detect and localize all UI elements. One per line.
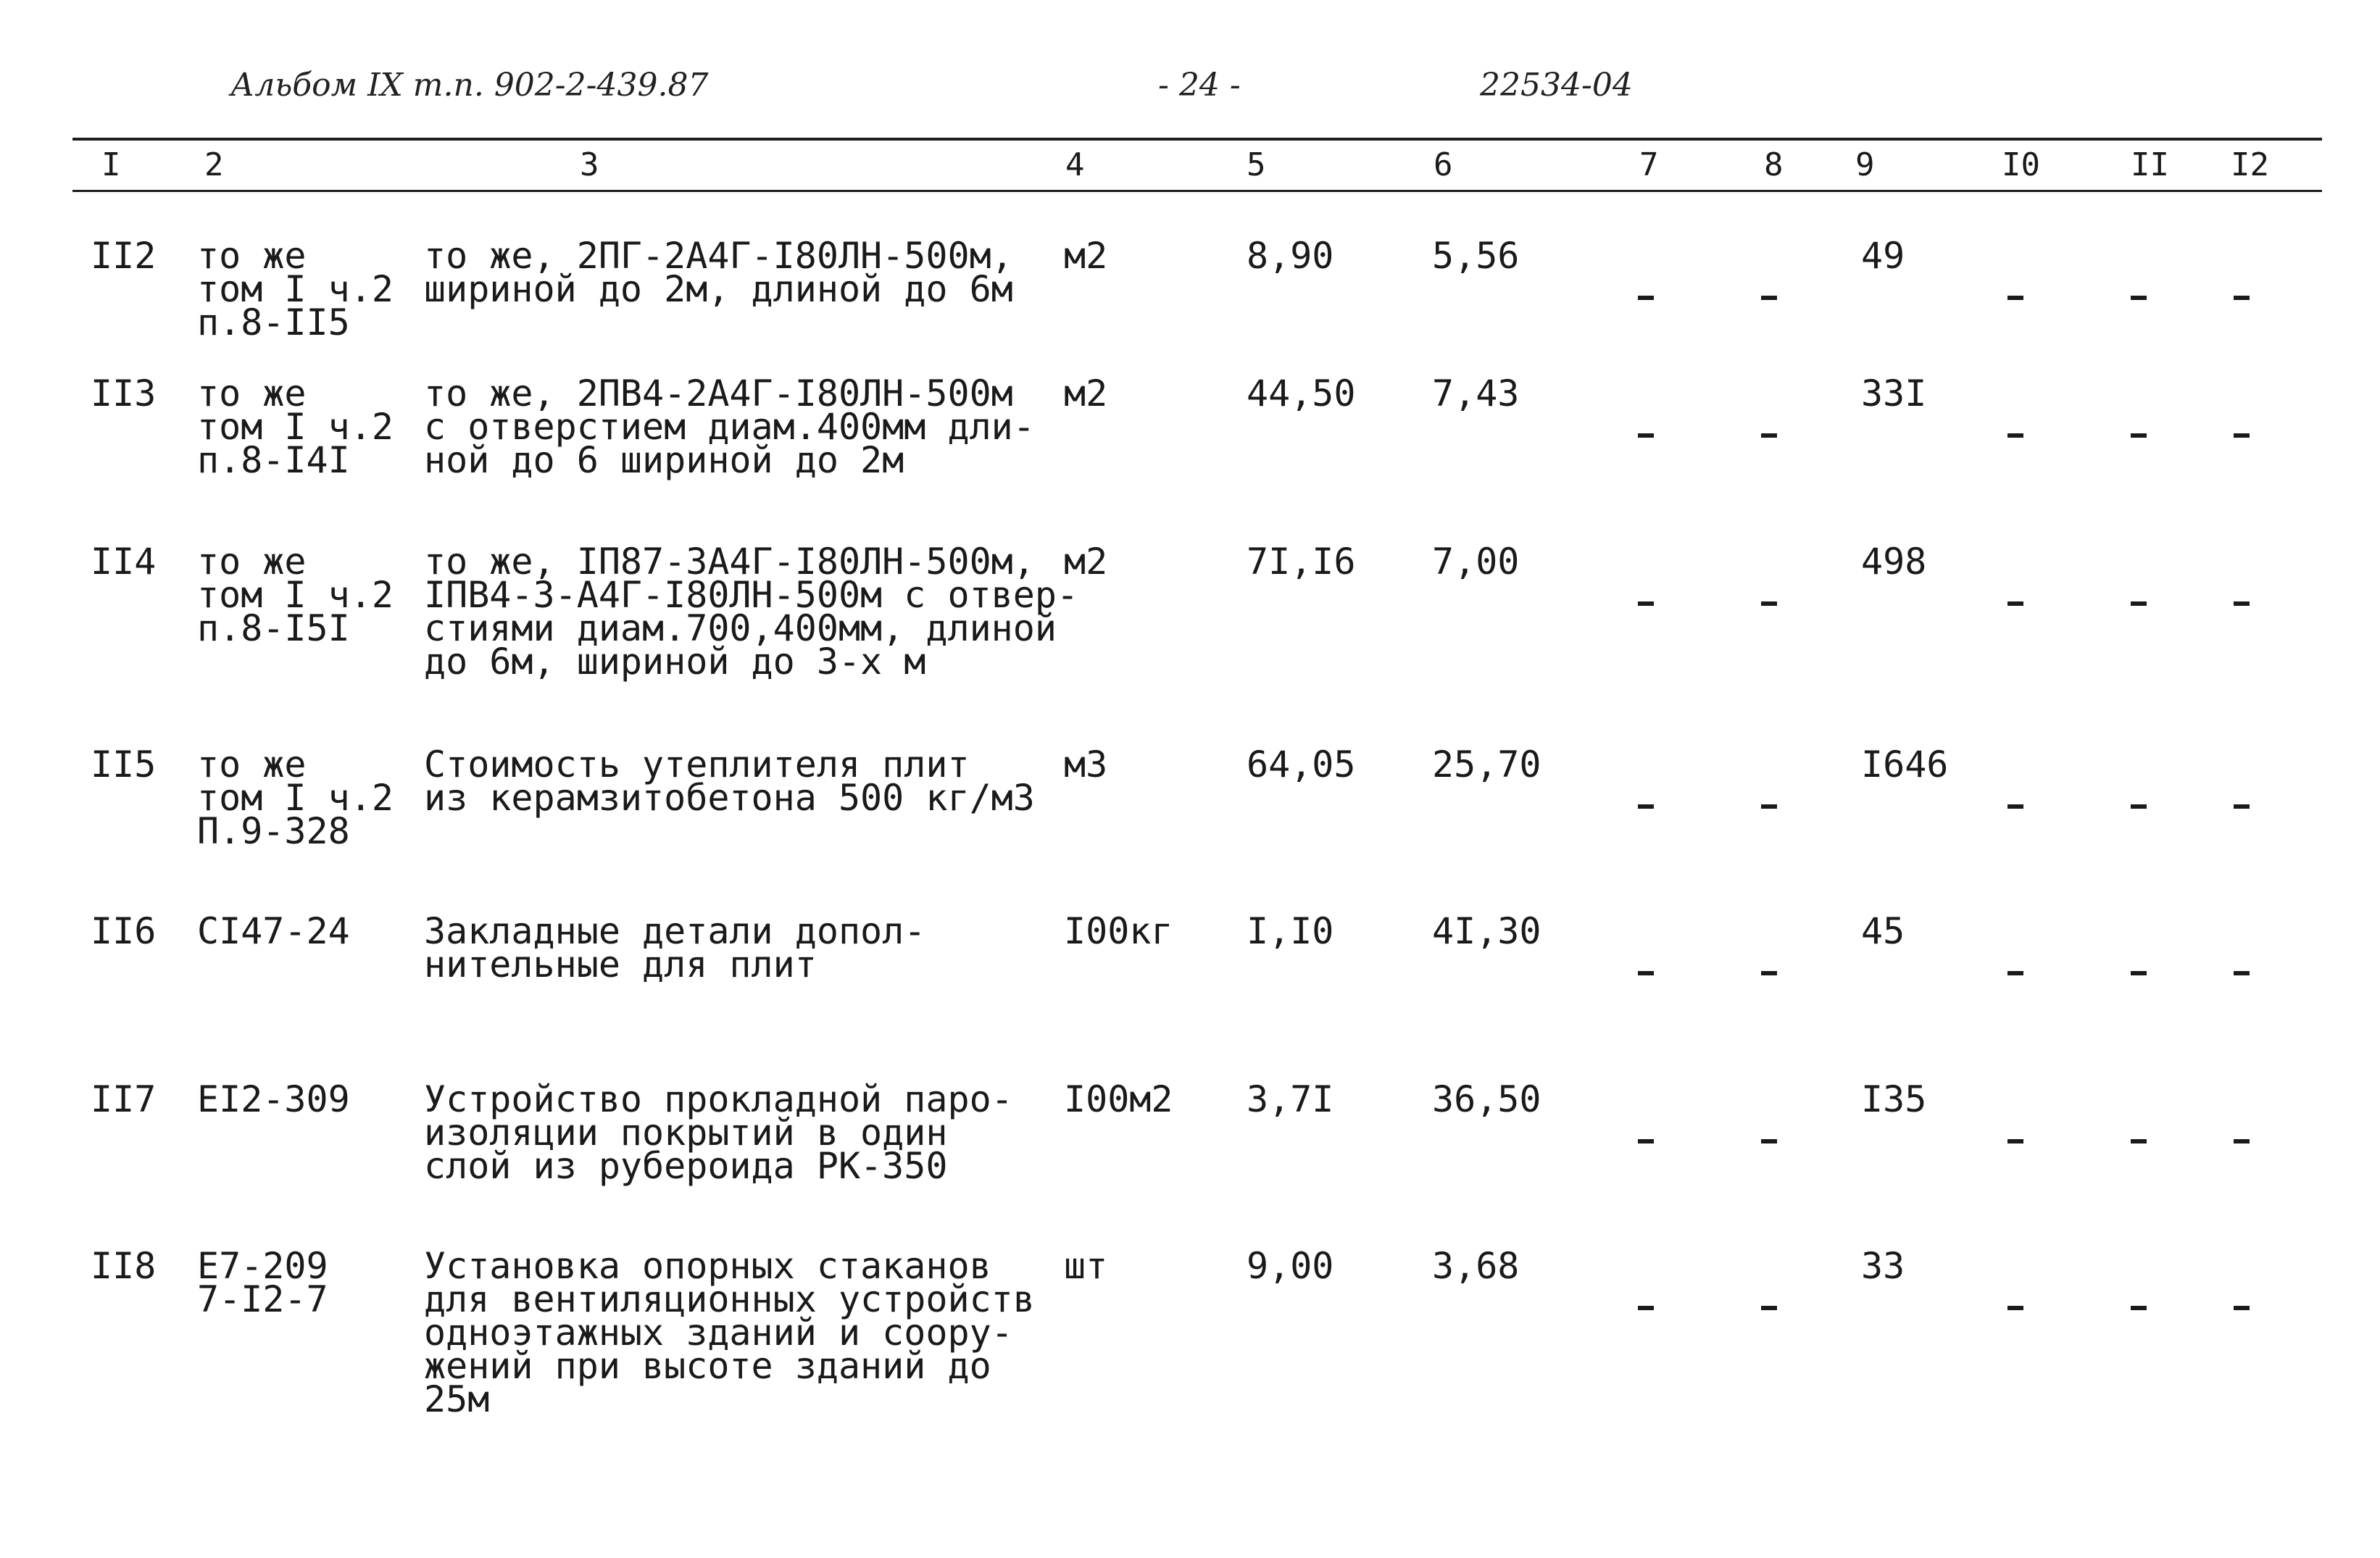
cell-total: 49 bbox=[1861, 235, 1905, 277]
cell-price: 36,50 bbox=[1432, 1078, 1541, 1120]
cell-qty: 8,90 bbox=[1247, 235, 1334, 277]
column-header-11: II bbox=[2131, 146, 2169, 183]
cell-c11-dash bbox=[2131, 1139, 2147, 1143]
cell-total: I646 bbox=[1861, 743, 1949, 786]
cell-code: то же том I ч.2 П.9-328 bbox=[197, 743, 394, 852]
cell-c10-dash bbox=[2007, 804, 2023, 809]
cell-c8-dash bbox=[1761, 1139, 1777, 1143]
cell-qty: 44,50 bbox=[1247, 372, 1356, 415]
cell-c7-dash bbox=[1638, 296, 1654, 300]
cell-c10-dash bbox=[2007, 601, 2023, 606]
cell-c12-dash bbox=[2234, 1306, 2250, 1310]
cell-c7-dash bbox=[1638, 804, 1654, 809]
cell-c7-dash bbox=[1638, 1306, 1654, 1310]
cell-unit: I00м2 bbox=[1064, 1078, 1173, 1120]
cell-c11-dash bbox=[2131, 296, 2147, 300]
cell-c7-dash bbox=[1638, 971, 1654, 975]
top-rule bbox=[72, 138, 2322, 141]
cell-desc: Установка опорных стаканов для вентиляционных устройств одноэтажных зданий и соору- жений при высоте зданий до 25м bbox=[424, 1245, 1035, 1420]
column-header-5: 5 bbox=[1247, 146, 1266, 183]
document-number: 22534-04 bbox=[1480, 67, 1633, 104]
cell-desc: Закладные детали допол- нительные для плит bbox=[424, 910, 926, 986]
column-header-4: 4 bbox=[1065, 146, 1085, 183]
cell-qty: I,I0 bbox=[1247, 910, 1334, 952]
cell-c8-dash bbox=[1761, 1306, 1777, 1310]
cell-c12-dash bbox=[2234, 433, 2250, 438]
cell-unit: м3 bbox=[1064, 743, 1108, 786]
cell-total: 45 bbox=[1861, 910, 1905, 952]
cell-c11-dash bbox=[2131, 804, 2147, 809]
cell-desc: то же, IП87-3А4Г-I80ЛН-500м, IПВ4-3-А4Г-I80ЛН-500м с отвер- стиями диам.700,400мм, длиной до 6м, шириной до 3-х м bbox=[424, 541, 1079, 683]
cell-price: 4I,30 bbox=[1432, 910, 1541, 952]
cell-c10-dash bbox=[2007, 971, 2023, 975]
cell-c10-dash bbox=[2007, 1306, 2023, 1310]
cell-num: II7 bbox=[91, 1078, 157, 1120]
header-rule bbox=[72, 190, 2322, 192]
cell-c7-dash bbox=[1638, 601, 1654, 606]
cell-num: II8 bbox=[91, 1245, 157, 1287]
column-header-10: I0 bbox=[2002, 146, 2040, 183]
cell-unit: м2 bbox=[1064, 372, 1108, 415]
cell-c8-dash bbox=[1761, 296, 1777, 300]
cell-price: 7,43 bbox=[1432, 372, 1520, 415]
cell-num: II6 bbox=[91, 910, 157, 952]
cell-c7-dash bbox=[1638, 433, 1654, 438]
cell-qty: 9,00 bbox=[1247, 1245, 1334, 1287]
cell-price: 5,56 bbox=[1432, 235, 1520, 277]
cell-num: II5 bbox=[91, 743, 157, 786]
cell-c10-dash bbox=[2007, 296, 2023, 300]
cell-c11-dash bbox=[2131, 601, 2147, 606]
cell-num: II3 bbox=[91, 372, 157, 415]
column-header-3: 3 bbox=[580, 146, 599, 183]
cell-price: 7,00 bbox=[1432, 541, 1520, 583]
page-number: - 24 - bbox=[1158, 67, 1241, 104]
cell-c12-dash bbox=[2234, 296, 2250, 300]
cell-code: то же том I ч.2 п.8-I5I bbox=[197, 541, 394, 649]
cell-desc: то же, 2ПВ4-2А4Г-I80ЛН-500м с отверстием диам.400мм дли- ной до 6 шириной до 2м bbox=[424, 372, 1035, 481]
cell-unit: м2 bbox=[1064, 541, 1108, 583]
cell-c11-dash bbox=[2131, 971, 2147, 975]
cell-c12-dash bbox=[2234, 971, 2250, 975]
column-header-8: 8 bbox=[1764, 146, 1784, 183]
cell-code: то же том I ч.2 п.8-I4I bbox=[197, 372, 394, 481]
cell-unit: I00кг bbox=[1064, 910, 1173, 952]
cell-unit: шт bbox=[1064, 1245, 1108, 1287]
column-header-2: 2 bbox=[204, 146, 224, 183]
cell-desc: Устройство прокладной паро- изоляции покрытий в один слой из рубероида РК-350 bbox=[424, 1078, 1013, 1187]
cell-c12-dash bbox=[2234, 1139, 2250, 1143]
cell-c12-dash bbox=[2234, 804, 2250, 809]
column-header-1: I bbox=[101, 146, 121, 183]
album-reference: Альбом IX т.п. 902-2-439.87 bbox=[230, 67, 709, 104]
cell-total: 498 bbox=[1861, 541, 1927, 583]
cell-desc: Стоимость утеплителя плит из керамзитобетона 500 кг/м3 bbox=[424, 743, 1035, 819]
cell-code: ЕI2-309 bbox=[197, 1078, 350, 1120]
cell-qty: 3,7I bbox=[1247, 1078, 1334, 1120]
column-header-7: 7 bbox=[1639, 146, 1659, 183]
cell-price: 25,70 bbox=[1432, 743, 1541, 786]
cell-code: Е7-209 7-I2-7 bbox=[197, 1245, 328, 1320]
cell-c11-dash bbox=[2131, 1306, 2147, 1310]
cell-desc: то же, 2ПГ-2А4Г-I80ЛН-500м, шириной до 2м, длиной до 6м bbox=[424, 235, 1013, 310]
column-header-9: 9 bbox=[1855, 146, 1875, 183]
cell-num: II4 bbox=[91, 541, 157, 583]
cell-c7-dash bbox=[1638, 1139, 1654, 1143]
cell-c8-dash bbox=[1761, 971, 1777, 975]
cell-unit: м2 bbox=[1064, 235, 1108, 277]
column-header-6: 6 bbox=[1434, 146, 1453, 183]
cell-code: СI47-24 bbox=[197, 910, 350, 952]
cell-c8-dash bbox=[1761, 804, 1777, 809]
cell-c10-dash bbox=[2007, 433, 2023, 438]
cell-qty: 64,05 bbox=[1247, 743, 1356, 786]
cell-qty: 7I,I6 bbox=[1247, 541, 1356, 583]
cell-total: 33I bbox=[1861, 372, 1927, 415]
cell-c11-dash bbox=[2131, 433, 2147, 438]
column-header-12: I2 bbox=[2231, 146, 2269, 183]
cell-num: II2 bbox=[91, 235, 157, 277]
cell-c8-dash bbox=[1761, 601, 1777, 606]
cell-c12-dash bbox=[2234, 601, 2250, 606]
cell-total: 33 bbox=[1861, 1245, 1905, 1287]
cell-total: I35 bbox=[1861, 1078, 1927, 1120]
cell-c8-dash bbox=[1761, 433, 1777, 438]
cell-price: 3,68 bbox=[1432, 1245, 1520, 1287]
cell-code: то же том I ч.2 п.8-II5 bbox=[197, 235, 394, 343]
cell-c10-dash bbox=[2007, 1139, 2023, 1143]
